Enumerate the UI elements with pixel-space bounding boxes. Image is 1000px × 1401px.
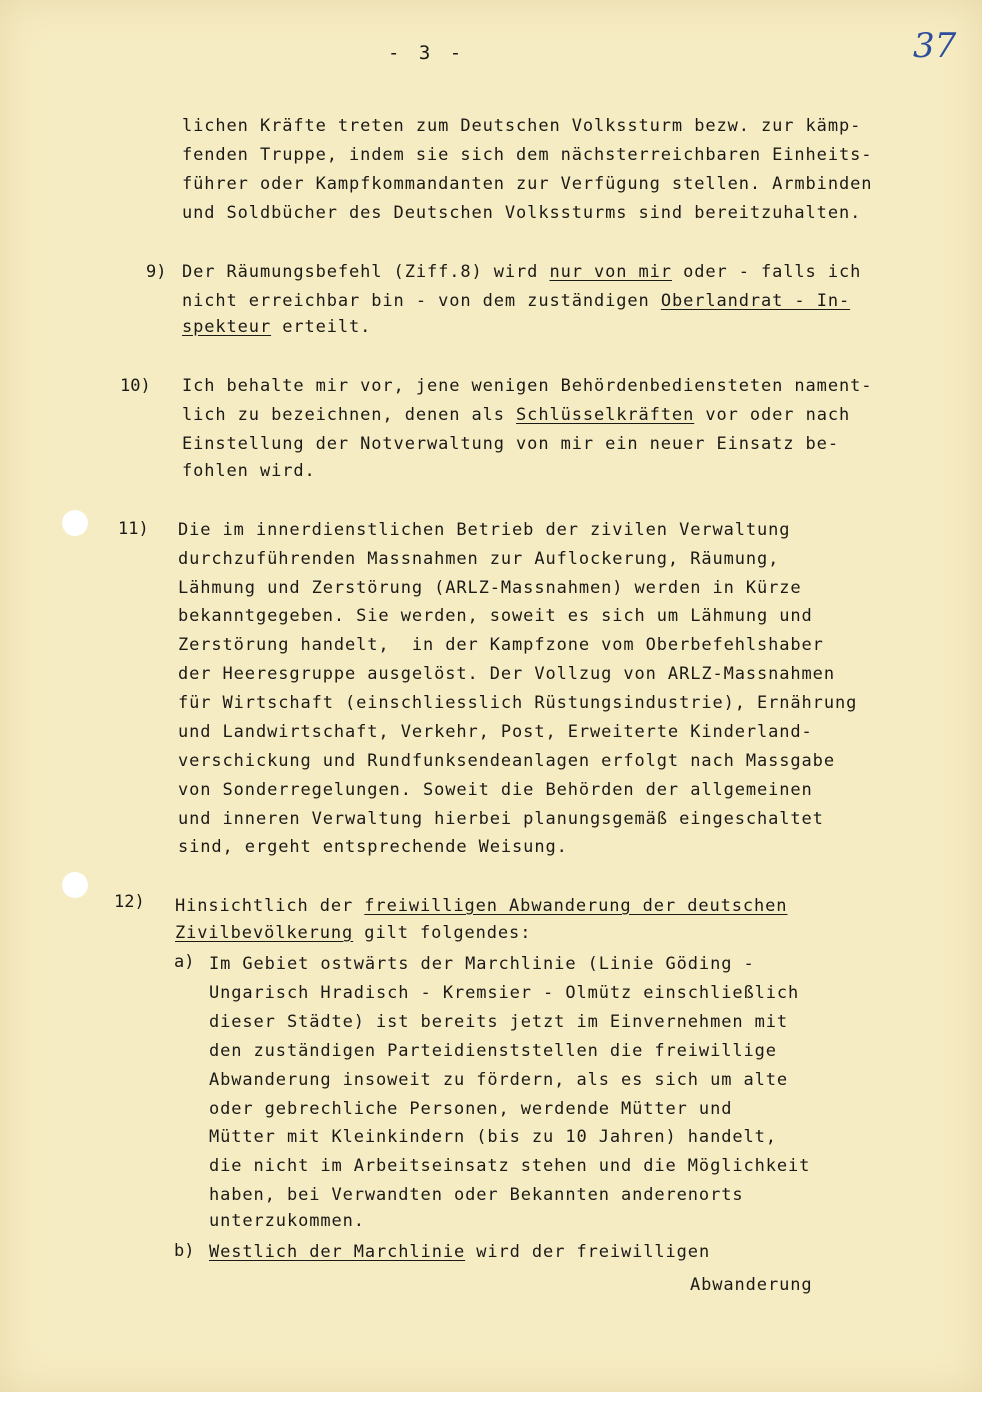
text-line: Zivilbevölkerung gilt folgendes: <box>175 923 532 943</box>
text-line: für Wirtschaft (einschliesslich Rüstungsindustrie), Ernährung <box>178 693 858 713</box>
handwritten-folio-number: 37 <box>913 26 957 66</box>
text-line: lich zu bezeichnen, denen als Schlüsselkräften vor oder nach <box>182 405 851 425</box>
text-line: bekanntgegeben. Sie werden, soweit es sich um Lähmung und <box>178 606 813 626</box>
text-line: fenden Truppe, indem sie sich dem nächsterreichbaren Einheits- <box>182 145 873 165</box>
text-line: nicht erreichbar bin - von dem zuständigen Oberlandrat - In- <box>182 291 851 311</box>
text-line: und Landwirtschaft, Verkehr, Post, Erweiterte Kinderland- <box>178 722 813 742</box>
text-line: durchzuführenden Massnahmen zur Auflockerung, Räumung, <box>178 549 780 569</box>
catchword: Abwanderung <box>690 1275 813 1295</box>
underlined-text: Oberlandrat - In- <box>660 291 851 311</box>
text-line: und Soldbücher des Deutschen Volkssturms sind bereitzuhalten. <box>182 203 862 223</box>
paragraph-number: 12) <box>114 892 145 912</box>
underlined-text: Westlich der Marchlinie <box>209 1242 466 1262</box>
text-line: Zerstörung handelt, in der Kampfzone vom Oberbefehlshaber <box>178 635 824 655</box>
subparagraph-label: a) <box>174 952 195 972</box>
text-line: spekteur erteilt. <box>182 317 372 337</box>
text-line: Ich behalte mir vor, jene wenigen Behördenbediensteten nament- <box>182 376 873 396</box>
text-line: Die im innerdienstlichen Betrieb der zivilen Verwaltung <box>178 520 791 540</box>
text-line: haben, bei Verwandten oder Bekannten anderenorts <box>209 1185 744 1205</box>
text-line: Ungarisch Hradisch - Kremsier - Olmütz einschließlich <box>209 983 800 1003</box>
text-line: dieser Städte) ist bereits jetzt im Einvernehmen mit <box>209 1012 789 1032</box>
text-line: von Sonderregelungen. Soweit die Behörden der allgemeinen <box>178 780 813 800</box>
text-line: Westlich der Marchlinie wird der freiwilligen <box>209 1242 711 1262</box>
punch-hole-bottom <box>62 872 88 898</box>
punch-hole-top <box>62 510 88 536</box>
text-line: Mütter mit Kleinkindern (bis zu 10 Jahren) handelt, <box>209 1127 777 1147</box>
paragraph-number: 9) <box>146 262 167 282</box>
text-line: fohlen wird. <box>182 461 316 481</box>
text-line: lichen Kräfte treten zum Deutschen Volkssturm bezw. zur kämp- <box>182 116 862 136</box>
text-line: Lähmung und Zerstörung (ARLZ-Massnahmen) werden in Kürze <box>178 578 802 598</box>
underlined-text: nur von mir <box>549 262 672 282</box>
text-line: Abwanderung insoweit zu fördern, als es sich um alte <box>209 1070 789 1090</box>
text-line: der Heeresgruppe ausgelöst. Der Vollzug von ARLZ-Massnahmen <box>178 664 835 684</box>
paragraph-number: 10) <box>120 376 151 396</box>
text-line: führer oder Kampfkommandanten zur Verfügung stellen. Armbinden <box>182 174 873 194</box>
text-line: sind, ergeht entsprechende Weisung. <box>178 837 568 857</box>
underlined-text: freiwilligen Abwanderung der deutschen <box>364 896 788 916</box>
text-line: oder gebrechliche Personen, werdende Mütter und <box>209 1099 733 1119</box>
underlined-text: Zivilbevölkerung <box>175 923 354 943</box>
text-line: und inneren Verwaltung hierbei planungsgemäß eingeschaltet <box>178 809 824 829</box>
underlined-text: spekteur <box>182 317 272 337</box>
paragraph-number: 11) <box>118 519 149 539</box>
subparagraph-label: b) <box>174 1241 195 1261</box>
text-line: unterzukommen. <box>209 1211 365 1231</box>
text-line: Der Räumungsbefehl (Ziff.8) wird nur von mir oder - falls ich <box>182 262 862 282</box>
text-line: verschickung und Rundfunksendeanlagen erfolgt nach Massgabe <box>178 751 835 771</box>
text-line: Hinsichtlich der freiwilligen Abwanderung der deutschen <box>175 896 788 916</box>
page-number: - 3 - <box>388 42 466 64</box>
text-line: die nicht im Arbeitseinsatz stehen und die Möglichkeit <box>209 1156 811 1176</box>
text-line: Im Gebiet ostwärts der Marchlinie (Linie Göding - <box>209 954 755 974</box>
underlined-text: Schlüsselkräften <box>516 405 695 425</box>
text-line: Einstellung der Notverwaltung von mir ein neuer Einsatz be- <box>182 434 839 454</box>
text-line: den zuständigen Parteidienststellen die freiwillige <box>209 1041 777 1061</box>
